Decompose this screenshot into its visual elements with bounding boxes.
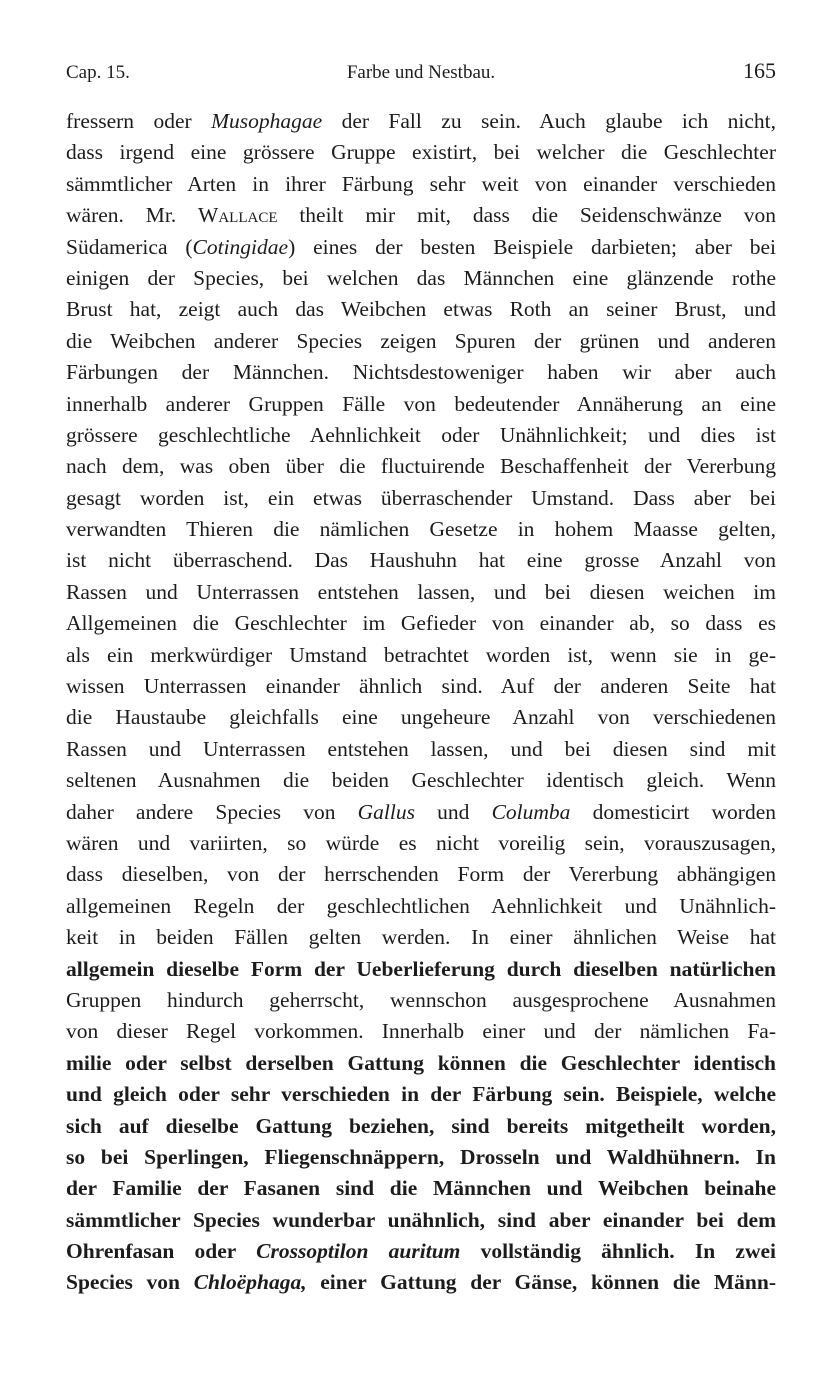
text-segment: die Haustaube gleichfalls eine ungeheure Anzahl von verschiedenen: [66, 705, 776, 730]
text-segment: sich auf dieselbe Gattung beziehen, sind bereits mitgetheilt worden,: [66, 1113, 776, 1138]
text-line: [66, 954, 776, 985]
text-line: [66, 200, 776, 231]
italic-text: Musophagae: [211, 109, 323, 133]
text-segment: der Fall zu sein. Auch glaube ich nicht,: [322, 109, 776, 133]
italic-text: Cotingidae: [192, 234, 289, 259]
text-segment: keit in beiden Fällen gelten werden. In einer ähnlichen Weise hat: [66, 925, 776, 950]
text-line: [66, 420, 776, 451]
author-name: Wallace: [198, 203, 278, 228]
text-segment: sämmtlicher Arten in ihrer Färbung sehr weit von einander verschieden: [66, 171, 776, 196]
text-line: [66, 483, 776, 514]
text-line: [66, 1267, 776, 1298]
text-line: [66, 922, 776, 953]
text-segment: Brust hat, zeigt auch das Weibchen etwas Roth an seiner Brust, und: [66, 297, 776, 322]
text-segment: einer Gattung der Gänse, können die Männ-: [306, 1270, 776, 1295]
text-line: [66, 1111, 776, 1142]
text-segment: grössere geschlechtliche Aehnlichkeit oder Unähnlichkeit; und dies ist: [66, 422, 776, 447]
text-line: [66, 169, 776, 200]
text-segment: nach dem, was oben über die fluctuirende Beschaffenheit der Vererbung: [66, 454, 776, 479]
text-line: [66, 1016, 776, 1047]
running-header: [66, 58, 776, 92]
text-segment: ist nicht überraschend. Das Haushuhn hat eine grosse Anzahl von: [66, 548, 776, 573]
text-line: [66, 137, 776, 168]
text-segment: milie oder selbst derselben Gattung können die Geschlechter identisch: [66, 1050, 776, 1075]
text-segment: Färbungen der Männchen. Nichtsdestoweniger haben wir aber auch: [66, 360, 776, 385]
text-line: [66, 357, 776, 388]
text-line: [66, 1173, 776, 1204]
text-segment: sämmtlicher Species wunderbar unähnlich, sind aber einander bei dem: [66, 1207, 776, 1232]
text-segment: verwandten Thieren die nämlichen Gesetze in hohem Maasse gelten,: [66, 517, 776, 542]
text-line: [66, 232, 776, 263]
text-line: [66, 1142, 776, 1173]
text-segment: Species von: [66, 1270, 194, 1295]
text-segment: die Weibchen anderer Species zeigen Spuren der grünen und anderen: [66, 328, 776, 353]
text-line: [66, 294, 776, 325]
text-segment: Rassen und Unterrassen entstehen lassen, und bei diesen sind mit: [66, 736, 776, 761]
text-line: [66, 106, 776, 137]
text-segment: gesagt worden ist, ein etwas überraschender Umstand. Dass aber bei: [66, 485, 776, 510]
body-text: [66, 106, 776, 1299]
text-line: [66, 859, 776, 890]
text-segment: ) eines der besten Beispiele darbieten; aber bei: [288, 234, 776, 259]
text-line: [66, 451, 776, 482]
text-segment: wären. Mr.: [66, 203, 199, 228]
text-segment: seltenen Ausnahmen die beiden Geschlechter identisch gleich. Wenn: [66, 768, 776, 793]
text-segment: Südamerica (: [66, 234, 193, 259]
text-segment: der Familie der Fasanen sind die Männchen und Weibchen beinahe: [66, 1176, 776, 1201]
italic-text: Gallus: [357, 799, 415, 824]
text-line: [66, 1079, 776, 1110]
text-segment: domesticirt worden: [570, 799, 776, 824]
text-segment: Gruppen hindurch geherrscht, wennschon ausgesprochene Ausnahmen: [66, 987, 776, 1012]
text-segment: fressern oder: [66, 109, 212, 133]
italic-text: Crossoptilon auritum: [256, 1239, 461, 1264]
running-title: Farbe und Nestbau.: [346, 62, 496, 83]
text-segment: allgemein dieselbe Form der Ueberlieferung durch dieselben natürlichen: [66, 956, 776, 981]
text-segment: und gleich oder sehr verschieden in der Färbung sein. Beispiele, welche: [66, 1082, 776, 1107]
text-line: [66, 1048, 776, 1079]
text-segment: dass dieselben, von der herrschenden Form der Vererbung abhängigen: [66, 862, 776, 887]
text-line: [66, 640, 776, 671]
text-segment: allgemeinen Regeln der geschlechtlichen Aehnlichkeit und Unähnlich-: [66, 893, 776, 918]
text-segment: theilt mir mit, dass die Seidenschwänze von: [277, 203, 776, 228]
text-segment: wären und variirten, so würde es nicht voreilig sein, vorauszusagen,: [66, 830, 776, 855]
text-line: [66, 734, 776, 765]
text-segment: Ohrenfasan oder: [66, 1239, 257, 1264]
text-segment: einigen der Species, bei welchen das Männchen eine glänzende rothe: [66, 265, 776, 290]
text-line: [66, 545, 776, 576]
text-line: [66, 263, 776, 294]
document-page: [66, 58, 776, 1299]
italic-text: Chloëphaga,: [193, 1270, 307, 1295]
page-number: 165: [743, 58, 776, 83]
text-line: [66, 671, 776, 702]
text-line: [66, 389, 776, 420]
text-line: [66, 891, 776, 922]
text-segment: innerhalb anderer Gruppen Fälle von bedeutender Annäherung an eine: [66, 391, 776, 416]
text-line: [66, 608, 776, 639]
text-line: [66, 1236, 776, 1267]
italic-text: Columba: [491, 799, 571, 824]
text-line: [66, 702, 776, 733]
text-line: [66, 985, 776, 1016]
text-line: [66, 828, 776, 859]
text-segment: wissen Unterrassen einander ähnlich sind. Auf der anderen Seite hat: [66, 674, 776, 699]
text-line: [66, 1205, 776, 1236]
text-line: [66, 577, 776, 608]
text-segment: Allgemeinen die Geschlechter im Gefieder von einander ab, so dass es: [66, 611, 776, 636]
text-line: [66, 765, 776, 796]
text-line: [66, 326, 776, 357]
text-segment: dass irgend eine grössere Gruppe existirt, bei welcher die Geschlechter: [66, 140, 776, 165]
text-segment: so bei Sperlingen, Fliegenschnäppern, Drosseln und Waldhühnern. In: [66, 1144, 776, 1169]
text-segment: von dieser Regel vorkommen. Innerhalb einer und der nämlichen Fa-: [66, 1019, 776, 1044]
text-segment: daher andere Species von: [66, 799, 358, 824]
chapter-label: Cap. 15.: [66, 62, 130, 83]
text-segment: Rassen und Unterrassen entstehen lassen, und bei diesen weichen im: [66, 579, 776, 604]
text-segment: und: [415, 799, 492, 824]
text-line: [66, 797, 776, 828]
text-segment: vollständig ähnlich. In zwei: [460, 1239, 776, 1264]
text-segment: als ein merkwürdiger Umstand betrachtet worden ist, wenn sie in ge-: [66, 642, 776, 667]
text-line: [66, 514, 776, 545]
